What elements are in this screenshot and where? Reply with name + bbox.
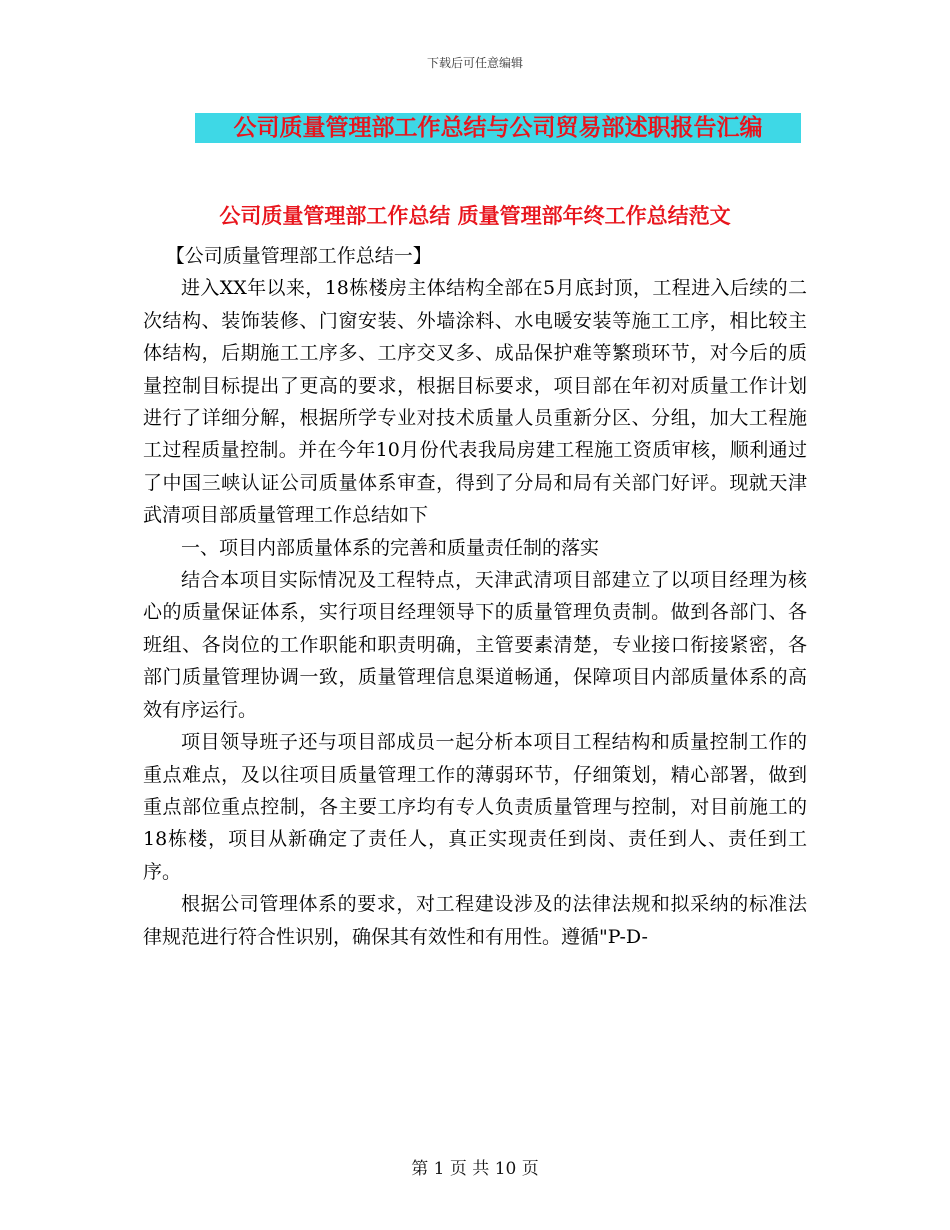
- paragraph-heading-1: 一、项目内部质量体系的完善和质量责任制的落实: [181, 536, 600, 559]
- document-main-title: 公司质量管理部工作总结与公司贸易部述职报告汇编: [195, 113, 801, 143]
- page-header-note: 下载后可任意编辑: [426, 56, 523, 70]
- paragraph-intro: 进入XX年以来，18栋楼房主体结构全部在5月底封顶，工程进入后续的二次结构、装饰装修、门窗安装、外墙涂料、水电暖安装等施工工序，相比较主体结构，后期施工工序多、工序交叉多、成品保护难等繁琐环节，对今后的质量控制目标提出了更高的要求，根据目标要求，项目部在年初对质量工作计划进行了详细分解，根据所学专业对技术质量人员重新分区、分组，加大工程施工过程质量控制。并在今年10月份代表我局房建工程施工资质审核，顺利通过了中国三峡认证公司质量体系审查，得到了分局和局有关部门好评。现就天津武清项目部质量管理工作总结如下: [143, 277, 807, 527]
- paragraph-leadership: 项目领导班子还与项目部成员一起分析本项目工程结构和质量控制工作的重点难点，及以往项目质量管理工作的薄弱环节，仔细策划，精心部署，做到重点部位重点控制，各主要工序均有专人负责质量管理与控制，对目前施工的18栋楼，项目从新确定了责任人，真正实现责任到岗、责任到人、责任到工序。: [143, 731, 807, 883]
- paragraph-quality-system: 结合本项目实际情况及工程特点，天津武清项目部建立了以项目经理为核心的质量保证体系，实行项目经理领导下的质量管理负责制。做到各部门、各班组、各岗位的工作职能和职责明确，主管要素清楚，专业接口衔接紧密，各部门质量管理协调一致，质量管理信息渠道畅通，保障项目内部质量体系的高效有序运行。: [143, 569, 807, 721]
- section-label: 【公司质量管理部工作总结一】: [165, 245, 432, 267]
- document-body: [143, 240, 807, 953]
- page-footer: 第 1 页 共 10 页: [411, 1159, 539, 1179]
- document-sub-title: 公司质量管理部工作总结 质量管理部年终工作总结范文: [219, 203, 731, 228]
- paragraph-regulations: 根据公司管理体系的要求，对工程建设涉及的法律法规和拟采纳的标准法律规范进行符合性识别，确保其有效性和有用性。遵循"P-D-: [143, 893, 807, 948]
